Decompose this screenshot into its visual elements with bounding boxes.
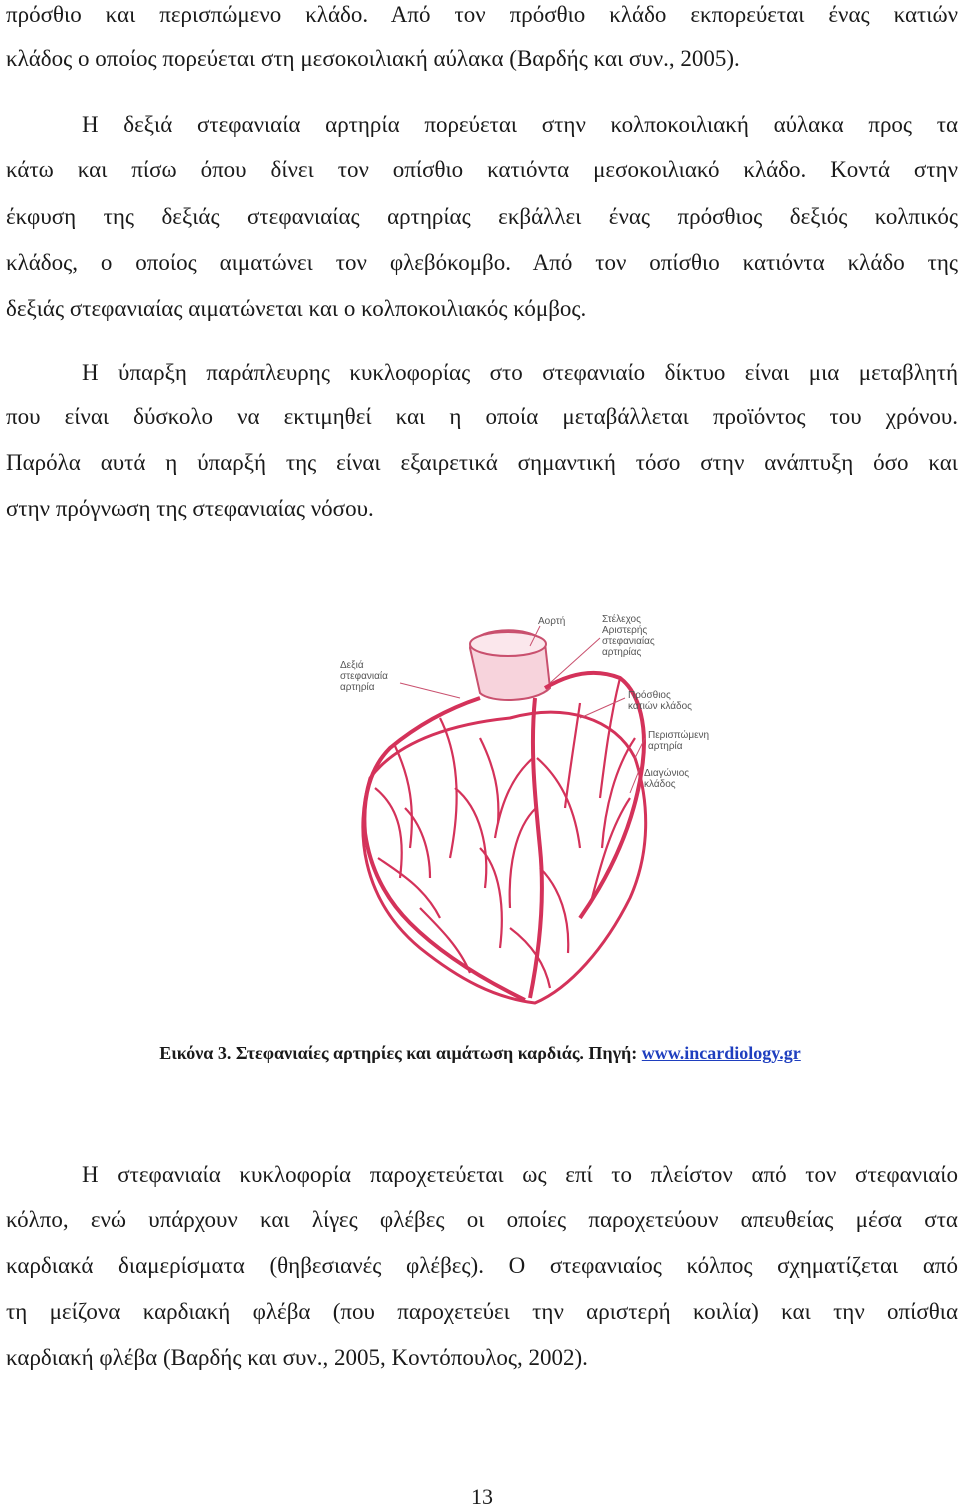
text-line: καρδιακή φλέβα (Βαρδής και συν., 2005, Κοντόπουλος, 2002).: [6, 1345, 588, 1370]
text-line: κλάδος ο οποίος πορεύεται στη μεσοκοιλιακή αύλακα (Βαρδής και συν., 2005).: [6, 46, 740, 71]
text-line: δεξιάς στεφανιαίας αιματώνεται και ο κολποκοιλιακός κόμβος.: [6, 296, 587, 321]
label-aorta: Αορτή: [538, 616, 566, 627]
heart-illustration: [330, 608, 730, 1008]
coronary-arteries-figure: [330, 608, 730, 1008]
paragraph-first-line: Η στεφανιαία κυκλοφορία παροχετεύεται ως επί το πλείστον από τον στεφανιαίο: [82, 1162, 958, 1187]
source-link[interactable]: www.incardiology.gr: [641, 1043, 801, 1063]
paragraph-first-line: Η ύπαρξη παράπλευρης κυκλοφορίας στο στεφανιαίο δίκτυο είναι μια μεταβλητή: [82, 360, 958, 385]
caption-text: Εικόνα 3. Στεφανιαίες αρτηρίες και αιμάτωση καρδιάς. Πηγή:: [159, 1043, 642, 1063]
page-number: 13: [471, 1484, 493, 1509]
text-line: κάτω και πίσω όπου δίνει τον οπίσθιο κατιόντα μεσοκοιλιακό κλάδο. Κοντά στην: [6, 157, 958, 182]
label-circumflex: Περισπώμενη αρτηρία: [648, 730, 710, 752]
text-line: κόλπο, ενώ υπάρχουν και λίγες φλέβες οι οποίες παροχετεύουν απευθείας μέσα στα: [6, 1207, 958, 1232]
paragraph-first-line: Η δεξιά στεφανιαία αρτηρία πορεύεται στην κολποκοιλιακή αύλακα προς τα: [82, 112, 958, 137]
text-line: που είναι δύσκολο να εκτιμηθεί και η οποία μεταβάλλεται προϊόντος του χρόνου.: [6, 404, 958, 429]
label-left-main: Στέλεχος Αριστερής στεφανιαίας αρτηρίας: [602, 614, 655, 658]
text-line: έκφυση της δεξιάς στεφανιαίας αρτηρίας εκβάλλει ένας πρόσθιος δεξιός κολπικός: [6, 204, 958, 229]
label-diagonal: Διαγώνιος κλάδος: [644, 768, 690, 790]
figure-caption: [0, 1040, 960, 1066]
right-coronary-artery: [364, 698, 525, 1000]
aorta-shape: [470, 630, 550, 700]
text-line: τη μείζονα καρδιακή φλέβα (που παροχετεύει την αριστερή κοιλία) και την οπίσθια: [6, 1299, 958, 1324]
label-right-coronary: Δεξιά στεφανιαία αρτηρία: [340, 660, 388, 693]
label-lad: Πρόσθιος κατιών κλάδος: [628, 690, 692, 712]
text-line: κλάδος, ο οποίος αιματώνει τον φλεβόκομβο. Από τον οπίσθιο κατιόντα κλάδο της: [6, 250, 958, 275]
text-line: καρδιακά διαμερίσματα (θηβεσιανές φλέβες). Ο στεφανιαίος κόλπος σχηματίζεται από: [6, 1253, 958, 1278]
text-line: Παρόλα αυτά η ύπαρξή της είναι εξαιρετικά σημαντική τόσο στην ανάπτυξη όσο και: [6, 450, 958, 475]
text-line: στην πρόγνωση της στεφανιαίας νόσου.: [6, 496, 374, 521]
text-line: πρόσθιο και περισπώμενο κλάδο. Από τον πρόσθιο κλάδο εκπορεύεται ένας κατιών: [6, 2, 958, 27]
